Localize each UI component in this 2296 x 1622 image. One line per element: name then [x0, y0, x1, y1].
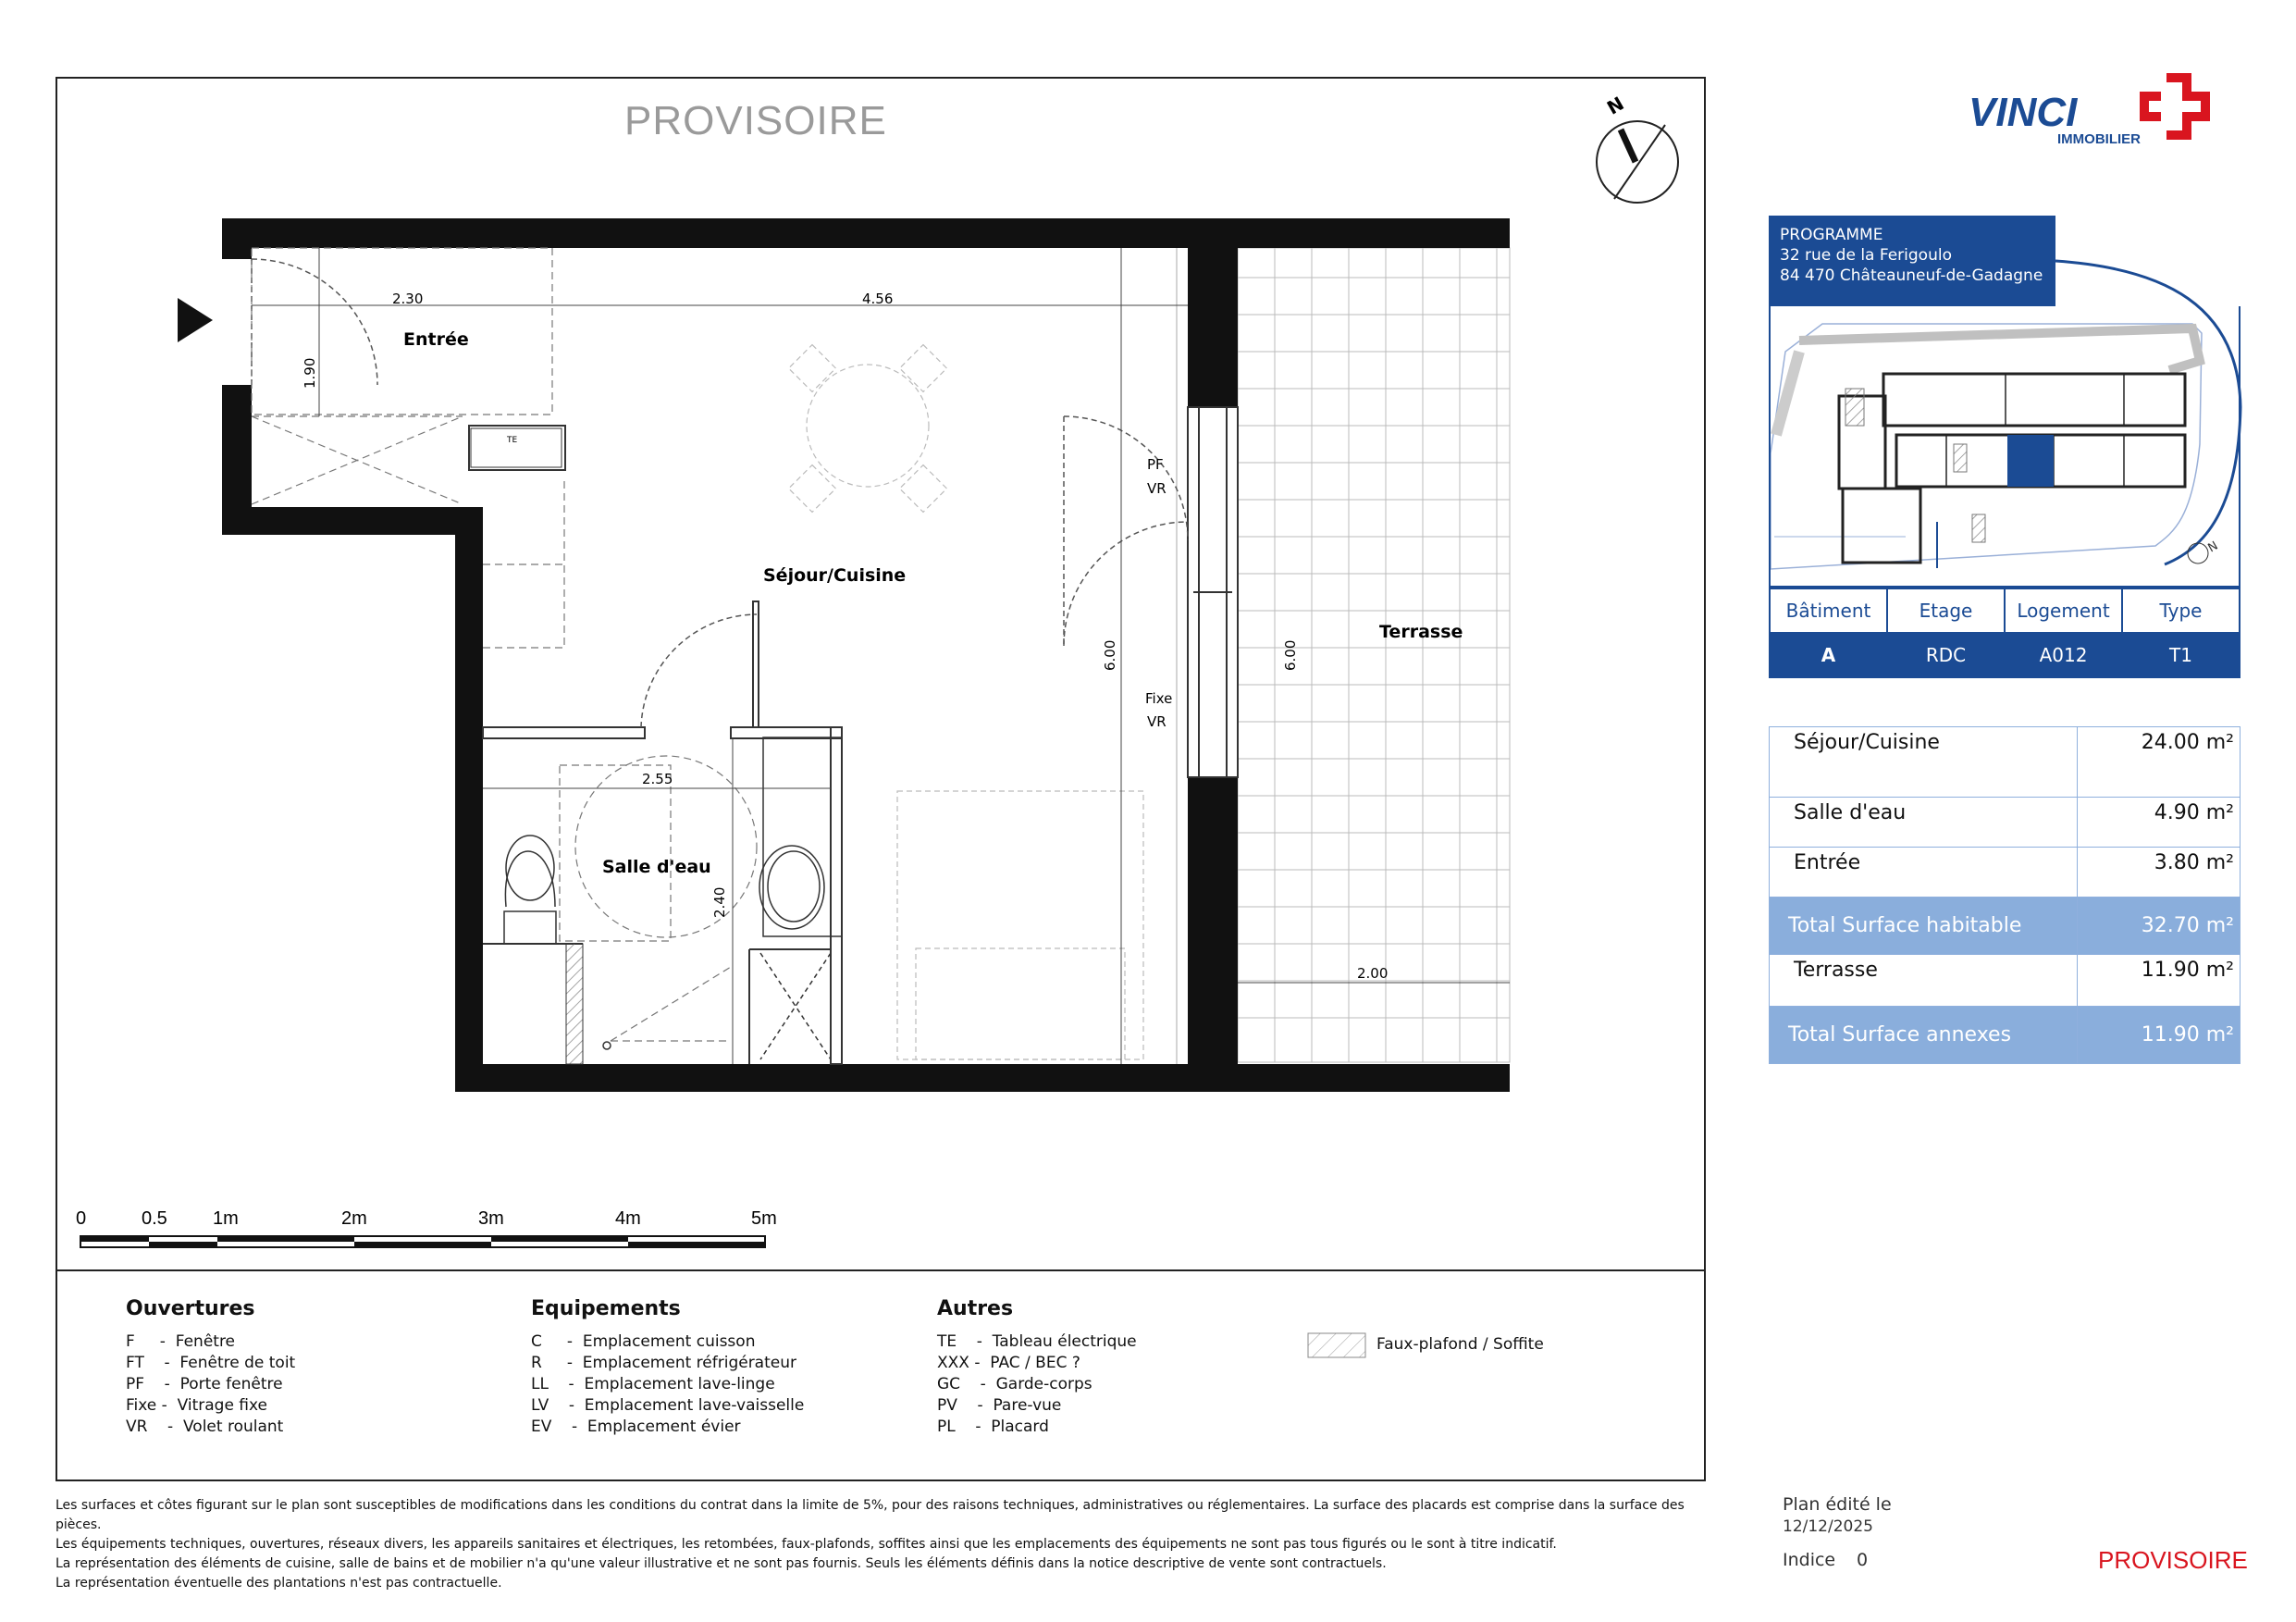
vinci-logo: [1969, 78, 2205, 147]
label-vr2: VR: [1147, 713, 1167, 730]
te-label: TE: [507, 436, 518, 445]
faux-plafond-swatch: [1308, 1333, 1365, 1357]
legend-item: LV - Emplacement lave-vaisselle: [531, 1396, 805, 1415]
dim-600-sejour: 6.00: [1102, 639, 1118, 671]
legend-faux-plafond: Faux-plafond / Soffite: [1376, 1335, 1544, 1354]
legend-item: Fixe - Vitrage fixe: [126, 1396, 268, 1415]
north-label: N: [1603, 92, 1628, 119]
terrace-paving: [1238, 248, 1510, 1062]
edition-label: Plan édité le: [1783, 1494, 1892, 1515]
room-salle-eau: Salle d'eau: [602, 857, 711, 877]
label-fixe: Fixe: [1145, 690, 1173, 707]
dim-190: 1.90: [302, 357, 318, 389]
programme-address-line2: 84 470 Châteauneuf-de-Gadagne: [1780, 266, 2043, 285]
header-type: Type: [2122, 588, 2240, 633]
bathroom-fixtures: [504, 737, 842, 1059]
legend-item: LL - Emplacement lave-linge: [531, 1375, 775, 1393]
provisoire-footer: PROVISOIRE: [2098, 1546, 2248, 1574]
indice-label: Indice: [1783, 1550, 1836, 1570]
scale-tick-0: 0: [76, 1208, 87, 1229]
label-vr1: VR: [1147, 480, 1167, 497]
svg-text:N: N: [2205, 539, 2221, 556]
legend-item: GC - Garde-corps: [937, 1375, 1092, 1393]
surface-table: [1769, 726, 2240, 1064]
dim-230: 2.30: [392, 291, 424, 307]
legend-item: F - Fenêtre: [126, 1332, 236, 1351]
value-batiment: A: [1770, 633, 1887, 677]
dim-600-terrasse: 6.00: [1282, 639, 1299, 671]
surface-value: 11.90 m²: [2078, 955, 2240, 1007]
disclaimer: [56, 1496, 1721, 1593]
legend-autres: [937, 1297, 1137, 1438]
site-plan-frame: [1769, 306, 2240, 588]
indice-value: 0: [1857, 1550, 1869, 1570]
legend-item: PV - Pare-vue: [937, 1396, 1062, 1415]
header-batiment: Bâtiment: [1770, 588, 1887, 633]
programme-title: PROGRAMME: [1780, 226, 1883, 244]
header-etage: Etage: [1887, 588, 2005, 633]
value-etage: RDC: [1887, 633, 2005, 677]
surface-label: Entrée: [1770, 848, 2078, 898]
surface-total-label: Total Surface habitable: [1770, 898, 2078, 955]
surface-label: Séjour/Cuisine: [1770, 727, 2078, 798]
scale-bar: [80, 1236, 765, 1247]
legend-item: TE - Tableau électrique: [937, 1332, 1137, 1351]
disclaimer-line: La représentation des éléments de cuisine, salle de bains et de mobilier n'a qu'une valeur illustrative et ne sont pas fournis. Seuls les éléments définis dans la notice descriptive de vente sont contractuels.: [56, 1556, 1387, 1571]
dim-456: 4.56: [862, 291, 894, 307]
legend-item: PF - Porte fenêtre: [126, 1375, 283, 1393]
surface-label: Terrasse: [1770, 955, 2078, 1007]
surface-total-value: 11.90 m²: [2078, 1007, 2240, 1064]
room-entree: Entrée: [403, 329, 469, 350]
interior-walls: [469, 426, 842, 1064]
provisoire-watermark: PROVISOIRE: [624, 98, 887, 143]
dim-200: 2.00: [1357, 965, 1389, 982]
value-type: T1: [2122, 633, 2240, 677]
dining-table: [789, 345, 947, 513]
legend-equipements: [531, 1297, 804, 1438]
scale-tick-2m: 2m: [341, 1208, 367, 1229]
disclaimer-line: La représentation éventuelle des plantations n'est pas contractuelle.: [56, 1576, 502, 1591]
legend-item: EV - Emplacement évier: [531, 1418, 741, 1436]
dim-255: 2.55: [642, 771, 673, 787]
edition-date: 12/12/2025: [1783, 1517, 1873, 1536]
surface-label: Salle d'eau: [1770, 798, 2078, 848]
disclaimer-line: Les équipements techniques, ouvertures, réseaux divers, les appareils sanitaires et électriques, les retombées, faux-plafonds, soffites ainsi que les emplacements des équipements ne sont pas tous figurés ou le sont à titre indicatif.: [56, 1537, 1557, 1552]
scale-tick-5m: 5m: [751, 1208, 777, 1229]
dim-240: 2.40: [711, 886, 728, 918]
label-pf: PF: [1147, 456, 1164, 473]
value-logement: A012: [2005, 633, 2122, 677]
surface-total-value: 32.70 m²: [2078, 898, 2240, 955]
legend-item: R - Emplacement réfrigérateur: [531, 1354, 796, 1372]
surface-total-label: Total Surface annexes: [1770, 1007, 2078, 1064]
header-logement: Logement: [2005, 588, 2122, 633]
surface-value: 4.90 m²: [2078, 798, 2240, 848]
legend-title: Autres: [937, 1297, 1014, 1320]
patio-door-swings: [641, 416, 1188, 727]
surface-value: 3.80 m²: [2078, 848, 2240, 898]
dimension-lines: [252, 248, 1510, 1064]
legend-item: PL - Placard: [937, 1418, 1049, 1436]
windows: [1188, 407, 1238, 777]
legend-item: FT - Fenêtre de toit: [126, 1354, 296, 1372]
legend-item: VR - Volet roulant: [126, 1418, 284, 1436]
entrance-arrow-icon: [178, 298, 213, 342]
disclaimer-line: Les surfaces et côtes figurant sur le plan sont susceptibles de modifications dans les conditions du contrat dans la limite de 5%, pour des raisons techniques, administratives ou réglementaires. La surface des placards est comprise dans la surface des pièces.: [56, 1498, 1685, 1532]
programme-box: [1769, 216, 2055, 306]
kitchen-counter: [1121, 248, 1177, 1064]
legend-item: XXX - PAC / BEC ?: [937, 1354, 1080, 1372]
room-sejour: Séjour/Cuisine: [763, 565, 907, 586]
svg-text:IMMOBILIER: IMMOBILIER: [2057, 131, 2141, 147]
room-terrasse: Terrasse: [1379, 622, 1463, 642]
sofa-bed: [897, 791, 1143, 1059]
legend-title: Ouvertures: [126, 1297, 255, 1320]
scale-tick-3m: 3m: [478, 1208, 504, 1229]
surface-value: 24.00 m²: [2078, 727, 2240, 798]
north-compass: [1597, 93, 1678, 203]
scale-tick-05: 0.5: [142, 1208, 167, 1229]
legend-ouvertures: [126, 1297, 295, 1438]
programme-address-line1: 32 rue de la Ferigoulo: [1780, 246, 1952, 265]
unit-info-table: [1769, 588, 2240, 678]
scale-tick-1m: 1m: [213, 1208, 239, 1229]
shaft-hatch: [566, 944, 583, 1064]
legend-item: C - Emplacement cuisson: [531, 1332, 756, 1351]
legend-title: Equipements: [531, 1297, 681, 1320]
scale-tick-4m: 4m: [615, 1208, 641, 1229]
svg-text:VINCI: VINCI: [1969, 90, 2078, 135]
